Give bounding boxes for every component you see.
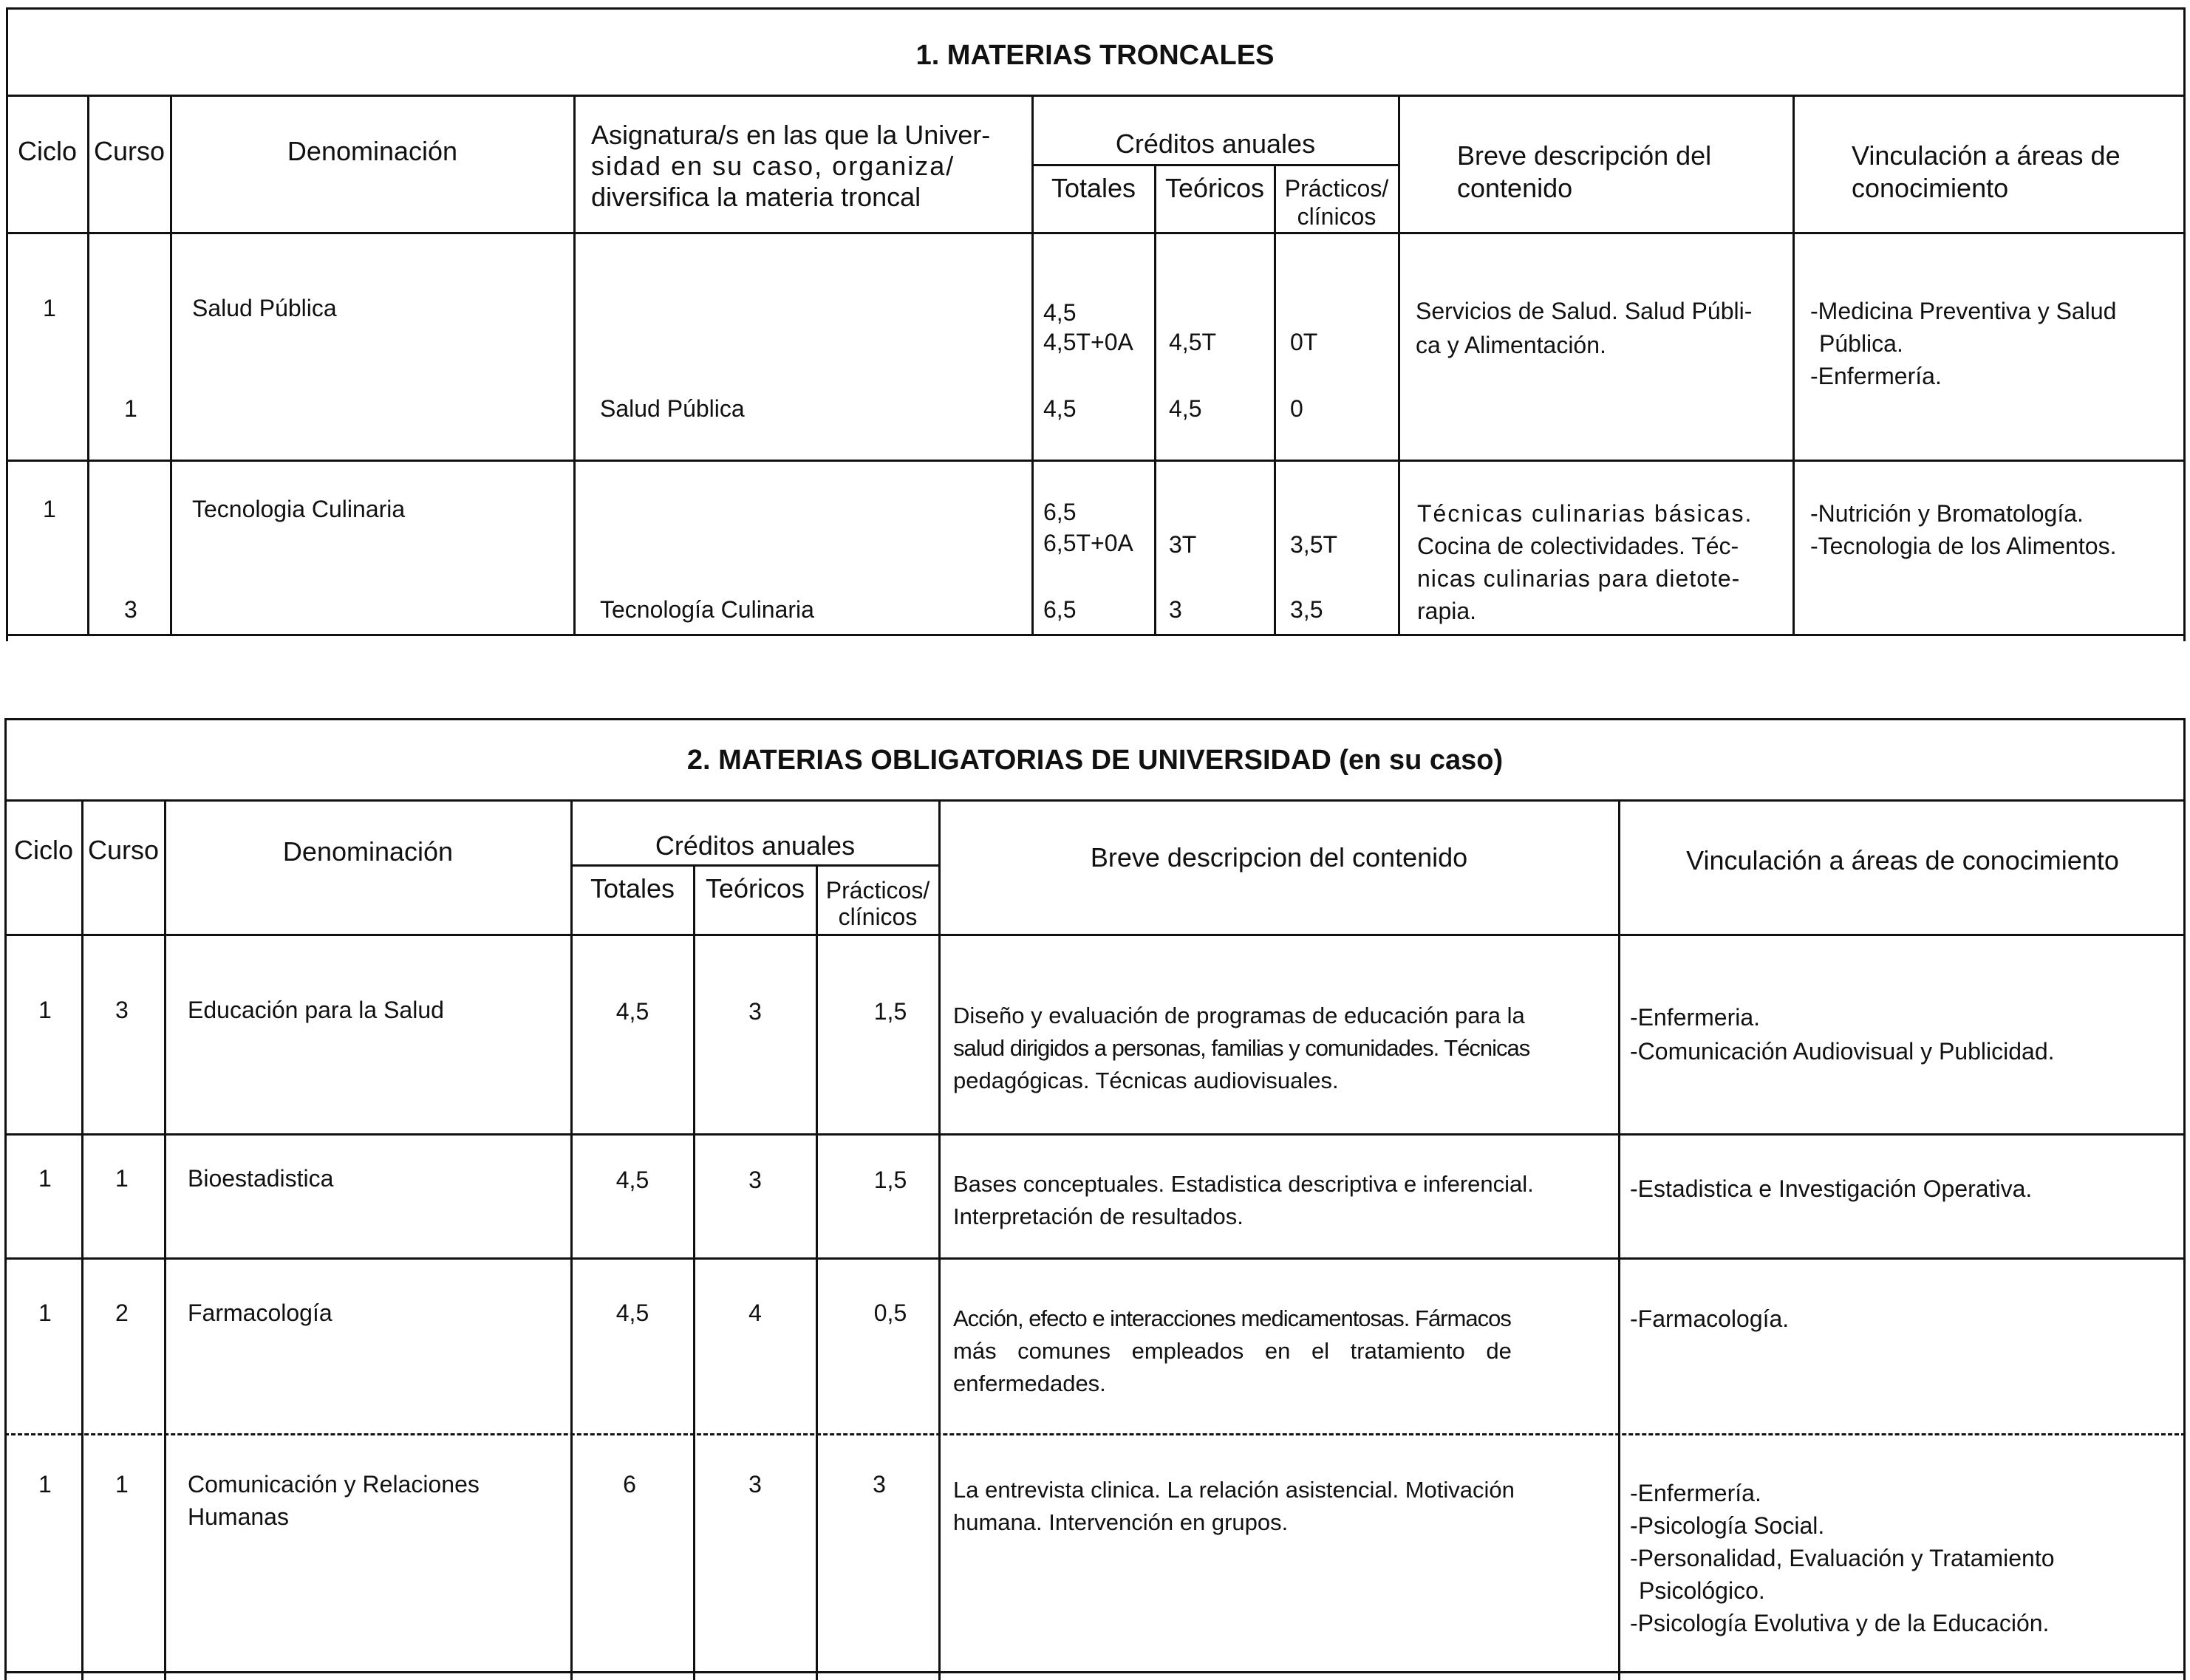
section2-col-rule [164, 799, 166, 1680]
cell-totales: 4,5 [615, 1167, 649, 1193]
cell-ciclo: 1 [38, 1471, 52, 1498]
header-vinculacion: Vinculación a áreas de [1852, 140, 2121, 171]
cell-practicos: 1,5 [873, 998, 907, 1025]
cell-teoricos: 3 [748, 998, 762, 1025]
cell-practicos: 3,5T [1290, 531, 1338, 558]
section2-col-rule [693, 864, 695, 1680]
cell-descripcion: Cocina de colectividades. Téc- [1417, 533, 1739, 559]
header-vinculacion: conocimiento [1852, 173, 2009, 203]
header-practicos: Prácticos/ [1284, 175, 1389, 202]
cell-denominacion: Farmacología [188, 1300, 332, 1326]
section2-row-rule [4, 1133, 2186, 1136]
cell-ciclo: 1 [38, 997, 52, 1023]
cell-descripcion: Diseño y evaluación de programas de educación para la [953, 1003, 1525, 1028]
cell-practicos: 3,5 [1290, 596, 1323, 623]
cell-vinculacion: Psicológico. [1639, 1577, 1765, 1604]
header-ciclo: Ciclo [13, 835, 73, 865]
cell-descripcion: más comunes empleados en el tratamiento de [953, 1338, 1512, 1364]
header-curso: Curso [87, 835, 160, 865]
cell-totales: 4,5 [615, 1300, 649, 1326]
header-asignatura: sidad en su caso, organiza/ [591, 151, 955, 181]
cell-ciclo: 1 [38, 1165, 52, 1192]
cell-descripcion: Técnicas culinarias básicas. [1417, 500, 1753, 527]
cell-totales: 6 [623, 1471, 636, 1498]
cell-curso: 2 [115, 1300, 129, 1326]
cell-denominacion: Tecnologia Culinaria [192, 496, 406, 522]
header-teoricos: Teóricos [705, 873, 805, 904]
header-practicos: clínicos [1297, 203, 1377, 230]
header-creditos: Créditos anuales [1115, 129, 1316, 159]
header-asignatura: diversifica la materia troncal [591, 182, 921, 212]
cell-asignatura: Tecnología Culinaria [600, 596, 814, 623]
cell-curso: 3 [115, 997, 129, 1023]
header-ciclo: Ciclo [17, 136, 77, 166]
cell-descripcion: enfermedades. [953, 1370, 1106, 1396]
section1-col-rule [573, 95, 576, 634]
cell-teoricos: 3 [748, 1167, 762, 1193]
cell-teoricos: 3 [748, 1471, 762, 1498]
cell-totales: 6,5T+0A [1043, 530, 1133, 556]
cell-vinculacion: -Psicología Social. [1630, 1512, 1825, 1539]
cell-descripcion: humana. Intervención en grupos. [953, 1509, 1289, 1535]
cell-curso: 1 [115, 1471, 129, 1498]
header-creditos: Créditos anuales [655, 830, 856, 861]
cell-asignatura: Salud Pública [600, 395, 745, 422]
section2-header-rule [4, 934, 2186, 936]
cell-teoricos: 3T [1169, 531, 1197, 558]
cell-practicos: 0T [1290, 329, 1318, 355]
cell-vinculacion: -Nutrición y Bromatología. [1810, 500, 2084, 527]
cell-descripcion: salud dirigidos a personas, familias y comunidades. Técnicas [953, 1035, 1530, 1061]
cell-descripcion: La entrevista clinica. La relación asistencial. Motivación [953, 1477, 1515, 1503]
cell-denominacion: Salud Pública [192, 295, 337, 321]
section1-col-rule [1792, 95, 1795, 634]
header-descripcion: Breve descripción del [1457, 140, 1712, 171]
cell-totales: 4,5T+0A [1043, 329, 1133, 355]
cell-descripcion: Interpretación de resultados. [953, 1203, 1244, 1229]
cell-vinculacion: -Personalidad, Evaluación y Tratamiento [1630, 1545, 2055, 1571]
section2-bottom-rule [4, 1671, 2186, 1673]
section2-col-rule [81, 799, 83, 1680]
section2-col-rule [816, 864, 818, 1680]
cell-totales: 4,5 [1043, 395, 1077, 422]
section1-col-rule [87, 95, 89, 634]
cell-descripcion: ca y Alimentación. [1416, 332, 1606, 358]
cell-descripcion: Acción, efecto e interacciones medicamentosas. Fármacos [953, 1305, 1511, 1331]
header-descripcion: Breve descripcion del contenido [1090, 842, 1468, 873]
cell-curso: 1 [115, 1165, 129, 1192]
header-teoricos: Teóricos [1164, 173, 1265, 203]
cell-vinculacion: -Psicología Evolutiva y de la Educación. [1630, 1610, 2050, 1636]
header-descripcion: contenido [1457, 173, 1573, 203]
header-practicos: clínicos [838, 904, 918, 930]
cell-vinculacion: -Enfermería. [1810, 363, 1942, 389]
header-asignatura: Asignatura/s en las que la Univer- [591, 120, 991, 150]
cell-denominacion: Comunicación y Relaciones [188, 1471, 480, 1498]
section1-title: 1. MATERIAS TRONCALES [915, 40, 1275, 71]
cell-vinculacion: -Enfermería. [1630, 1480, 1761, 1506]
section1-col-rule [170, 95, 172, 634]
cell-curso: 3 [124, 596, 137, 623]
cell-practicos: 1,5 [873, 1167, 907, 1193]
section2-row-rule [4, 1257, 2186, 1260]
cell-descripcion: pedagógicas. Técnicas audiovisuales. [953, 1068, 1339, 1093]
cell-vinculacion: Pública. [1819, 330, 1903, 357]
cell-vinculacion: -Farmacología. [1630, 1305, 1790, 1332]
header-totales: Totales [590, 873, 675, 904]
cell-totales: 4,5 [615, 998, 649, 1025]
section2-col-rule [1618, 799, 1620, 1680]
header-practicos: Prácticos/ [825, 877, 930, 904]
cell-teoricos: 4 [748, 1300, 762, 1326]
cell-ciclo: 1 [38, 1300, 52, 1326]
header-vinculacion: Vinculación a áreas de conocimiento [1686, 845, 2119, 875]
cell-curso: 1 [124, 395, 137, 422]
cell-descripcion: nicas culinarias para dietote- [1417, 565, 1741, 592]
section1-col-rule [1274, 164, 1276, 634]
section2-credits-rule [570, 864, 938, 867]
cell-descripcion: rapia. [1417, 598, 1477, 624]
cell-vinculacion: -Comunicación Audiovisual y Publicidad. [1630, 1038, 2055, 1065]
section1-bottom-rule [6, 634, 2186, 636]
cell-vinculacion: -Medicina Preventiva y Salud [1810, 298, 2117, 324]
cell-teoricos: 4,5 [1169, 395, 1202, 422]
section1-col-rule [1154, 164, 1156, 634]
cell-denominacion: Humanas [188, 1503, 289, 1530]
section2-col-rule [938, 799, 941, 1680]
cell-vinculacion: -Enfermeria. [1630, 1004, 1761, 1031]
section2-title: 2. MATERIAS OBLIGATORIAS DE UNIVERSIDAD (en su caso) [686, 745, 1504, 776]
section1-header-rule [6, 232, 2186, 234]
header-denominacion: Denominación [282, 836, 454, 867]
section2-title-rule [4, 799, 2186, 802]
section2-col-rule [570, 799, 573, 1680]
section1-title-rule [6, 95, 2186, 97]
cell-practicos: 0,5 [873, 1300, 907, 1326]
cell-totales: 6,5 [1043, 596, 1077, 623]
cell-denominacion: Educación para la Salud [188, 997, 444, 1023]
cell-totales: 6,5 [1043, 499, 1077, 525]
header-denominacion: Denominación [287, 136, 458, 166]
cell-vinculacion: -Estadistica e Investigación Operativa. [1630, 1175, 2033, 1202]
cell-denominacion: Bioestadistica [188, 1165, 334, 1192]
header-curso: Curso [93, 136, 166, 166]
cell-descripcion: Bases conceptuales. Estadistica descriptiva e inferencial. [953, 1171, 1534, 1197]
header-totales: Totales [1051, 173, 1136, 203]
cell-practicos: 0 [1290, 395, 1303, 422]
section2-row-rule [4, 1433, 2186, 1435]
cell-practicos: 3 [873, 1471, 886, 1498]
cell-teoricos: 3 [1169, 596, 1182, 623]
cell-totales: 4,5 [1043, 299, 1077, 326]
section1-row-rule [6, 460, 2186, 462]
cell-ciclo: 1 [43, 295, 56, 321]
cell-teoricos: 4,5T [1169, 329, 1217, 355]
cell-vinculacion: -Tecnologia de los Alimentos. [1810, 533, 2117, 559]
cell-descripcion: Servicios de Salud. Salud Públi- [1416, 298, 1753, 324]
cell-ciclo: 1 [43, 496, 56, 522]
section1-credits-rule [1031, 164, 1398, 166]
